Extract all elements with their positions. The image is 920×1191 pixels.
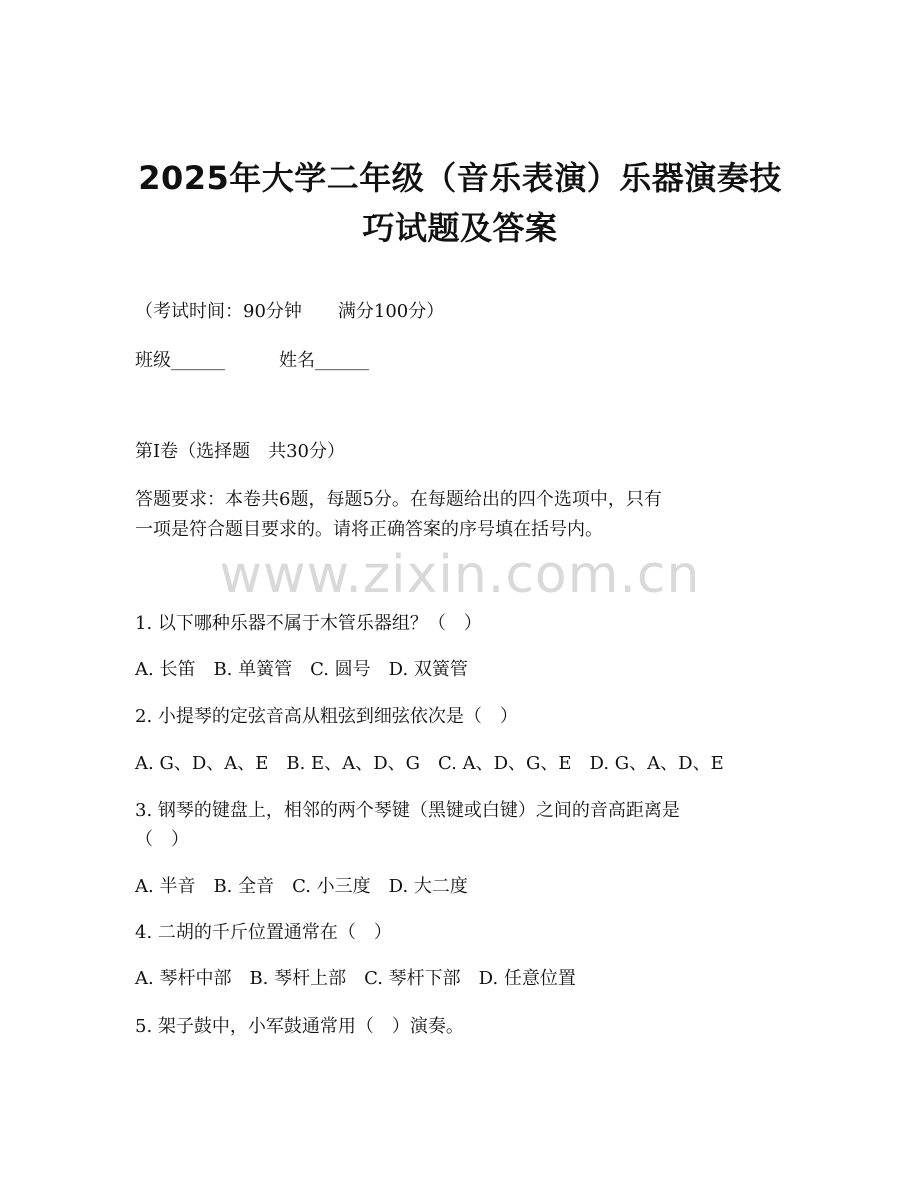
exam-info: （考试时间：90分钟 满分100分） — [135, 301, 445, 322]
question-4: 4. 二胡的千斤位置通常在（ ） — [135, 922, 392, 943]
question-2: 2. 小提琴的定弦音高从粗弦到细弦依次是（ ） — [135, 706, 518, 727]
question-5: 5. 架子鼓中，小军鼓通常用（ ）演奏。 — [135, 1016, 464, 1037]
question-4-options: A. 琴杆中部 B. 琴杆上部 C. 琴杆下部 D. 任意位置 — [135, 968, 576, 989]
document-title-line-1: 2025年大学二年级（音乐表演）乐器演奏技 — [138, 159, 782, 197]
document-title-line-2: 巧试题及答案 — [362, 209, 558, 247]
question-2-options: A. G、D、A、E B. E、A、D、G C. A、D、G、E D. G、A、D、E — [135, 753, 724, 774]
question-1: 1. 以下哪种乐器不属于木管乐器组？（ ） — [135, 613, 482, 634]
question-1-options: A. 长笛 B. 单簧管 C. 圆号 D. 双簧管 — [135, 659, 468, 680]
instructions-line-1: 答题要求：本卷共6题，每题5分。在每题给出的四个选项中，只有 — [135, 489, 662, 510]
question-3-line-2: （ ） — [135, 829, 189, 850]
question-3-line-1: 3. 钢琴的键盘上，相邻的两个琴键（黑键或白键）之间的音高距离是 — [135, 800, 680, 821]
watermark: www.zixin.com.cn — [219, 545, 701, 605]
section-heading: 第Ⅰ卷（选择题 共30分） — [135, 441, 346, 462]
instructions-line-2: 一项是符合题目要求的。请将正确答案的序号填在括号内。 — [135, 519, 603, 540]
class-name-fields: 班级______ 姓名______ — [135, 350, 369, 371]
question-3-options: A. 半音 B. 全音 C. 小三度 D. 大二度 — [135, 876, 468, 897]
